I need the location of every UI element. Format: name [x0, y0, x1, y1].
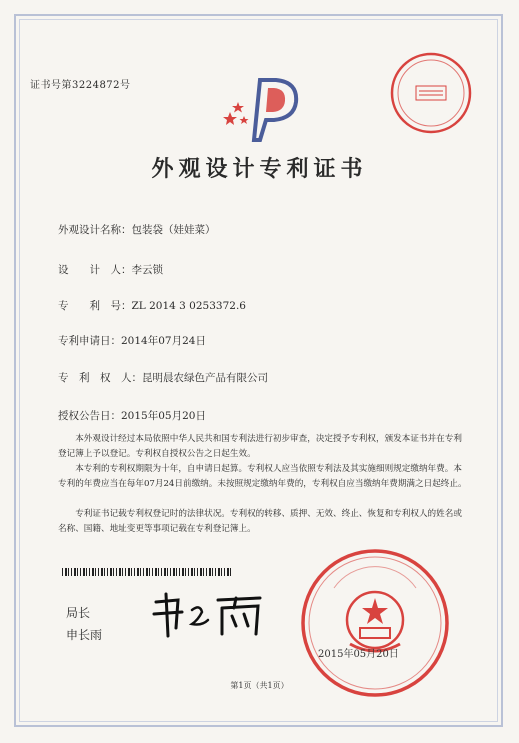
handwritten-signature: [148, 590, 268, 640]
designer-field: 设 计 人：李云锁: [58, 264, 163, 276]
barcode: [62, 568, 232, 576]
signature-title: 局长: [66, 606, 91, 620]
filing-date-field: 专利申请日：2014年07月24日: [58, 335, 206, 347]
design-name-field: 外观设计名称：包装袋（娃娃菜）: [58, 224, 216, 236]
patent-number-field: 专 利 号：ZL 2014 3 0253372.6: [58, 300, 246, 312]
announce-date-field: 授权公告日：2015年05月20日: [58, 410, 206, 422]
paragraph-term: 本专利的专利权期限为十年，自申请日起算。专利权人应当依照专利法及其实施细则规定缴纳年费。本专利的年费应当在每年07月24日前缴纳。未按照规定缴纳年费的，专利权自应当缴纳年费期满之日起终止。: [58, 464, 467, 489]
paragraph-registry: 专利证书记载专利权登记时的法律状况。专利权的转移、质押、无效、终止、恢复和专利权人的姓名或名称、国籍、地址变更等事项记载在专利登记簿上。: [58, 509, 462, 534]
patent-office-logo-icon: [216, 74, 306, 144]
national-emblem-seal-icon: [300, 548, 450, 698]
certificate-number: 证书号第3224872号: [30, 80, 131, 91]
paragraph-grant: 本外观设计经过本局依照中华人民共和国专利法进行初步审查，决定授予专利权，颁发本证书并在专利登记簿上予以登记。专利权自授权公告之日起生效。: [58, 434, 462, 459]
signature-name: 申长雨: [66, 628, 103, 642]
seal-date: 2015年05月20日: [318, 649, 399, 660]
patentee-field: 专 利 权 人：昆明晨农绿色产品有限公司: [58, 372, 268, 384]
page-footer: 第1页（共1页）: [230, 681, 289, 690]
stamp-seal-icon: [388, 50, 474, 136]
page-title: 外观设计专利证书: [151, 156, 368, 182]
